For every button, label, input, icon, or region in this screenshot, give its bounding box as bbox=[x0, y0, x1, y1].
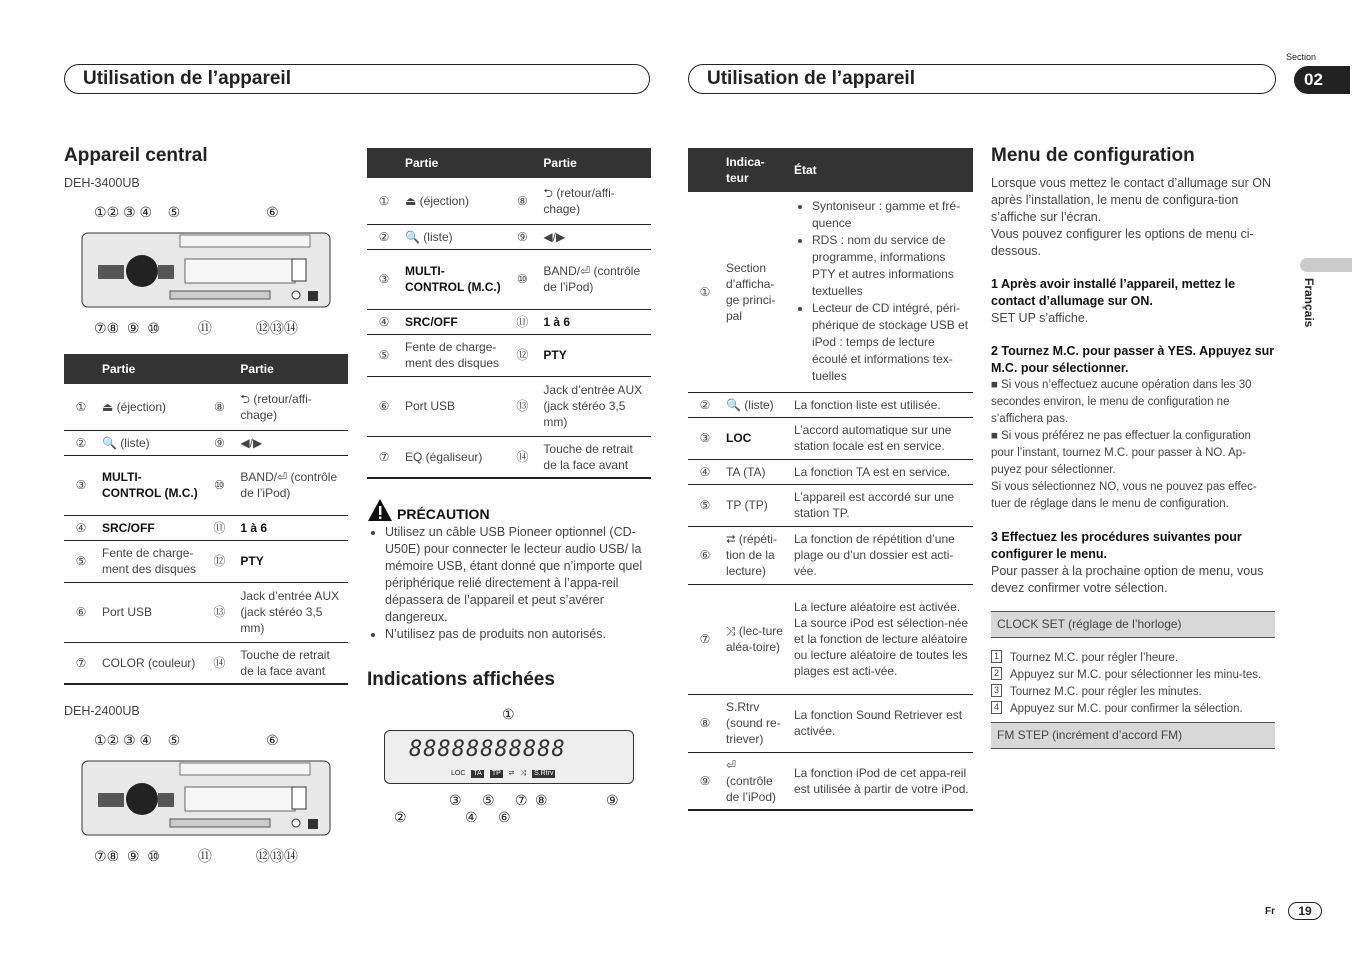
diagram1-callouts-bottom: ⑦⑧ ⑨ ⑩ ⑪ ⑫⑬⑭ bbox=[94, 320, 298, 336]
page-number: 19 bbox=[1288, 902, 1322, 920]
lcd-indicators: LOC TA TP ⮂ ⤨ S.Rtrv bbox=[451, 770, 554, 777]
central-title: Appareil central bbox=[64, 145, 208, 166]
left-header-title: Utilisation de l’appareil bbox=[83, 68, 291, 89]
parts-table-1: Partie Partie ① ⏏ (éjection) ⑧ ⮌ (retour/affi-chage) ② 🔍 (liste) ⑨ ◀/▶ ③ MULTI-CONTROL (M.C.) ⑩ BAND/⏎ (contrôle de l’iPod) ④ SRC/OFF ⑪ 1 à 6 ⑤ Fente de charge-ment des disques ⑫ PTY ⑥ Port USB ⑬ Jack d’entrée AUX (jack stéréo 3,5 mm) ⑦ COLOR (couleur) ⑭ Touche de retrait de la face avant bbox=[64, 354, 348, 685]
indications-title: Indications affichées bbox=[367, 669, 555, 690]
clock-set-bar: CLOCK SET (réglage de l’horloge) bbox=[991, 611, 1275, 638]
lcd-callout-3: ③ bbox=[449, 792, 462, 808]
diagram2-callouts-top: ①② ③ ④ ⑤ ⑥ bbox=[94, 732, 279, 748]
step-1: 1 Après avoir installé l’appareil, mettez le contact d’allumage sur ON. bbox=[991, 277, 1236, 308]
step-3: 3 Effectuez les procédures suivantes pour configurer le menu. bbox=[991, 530, 1242, 561]
step-2-note-1: ■ Si vous n’effectuez aucune opération dans les 30 secondes environ, le menu de configuration ne s’affichera pas. bbox=[991, 379, 1252, 425]
caution-item: • N’utilisez pas de produits non autorisés. bbox=[385, 626, 651, 643]
language-tab bbox=[1300, 258, 1352, 272]
lcd-callout-6: ⑥ bbox=[498, 809, 511, 825]
step-2-note-2: ■ Si vous préférez ne pas effectuer la configuration pour l’instant, tournez M.C. pour passer à NO. Ap-puyez pour sélectionner. bbox=[991, 430, 1251, 476]
radio-illustration-2 bbox=[80, 733, 340, 863]
fm-step-bar: FM STEP (incrément d’accord FM) bbox=[991, 722, 1275, 749]
diagram2-callouts-bottom: ⑦⑧ ⑨ ⑩ ⑪ ⑫⑬⑭ bbox=[94, 848, 298, 864]
lcd-callout-2: ② bbox=[394, 809, 407, 825]
language-label: Français bbox=[1302, 278, 1316, 328]
right-header bbox=[688, 64, 1276, 94]
diagram1-callouts-top: ①② ③ ④ ⑤ ⑥ bbox=[94, 204, 279, 220]
radio-diagram-2 bbox=[80, 733, 340, 863]
footer-lang: Fr bbox=[1265, 906, 1275, 917]
lcd-callout-7: ⑦ bbox=[515, 792, 528, 808]
model-1: DEH-3400UB bbox=[64, 176, 140, 190]
radio-illustration-1 bbox=[80, 205, 340, 335]
lcd-callout-4: ④ bbox=[465, 809, 478, 825]
radio-diagram-1 bbox=[80, 205, 340, 335]
step-3-note: Pour passer à la prochaine option de menu, vous devez confirmer votre sélection. bbox=[991, 564, 1264, 595]
caution-title: PRÉCAUTION bbox=[397, 506, 490, 522]
parts-table-2: Partie Partie ① ⏏ (éjection) ⑧ ⮌ (retour/affi-chage) ② 🔍 (liste) ⑨ ◀/▶ ③ MULTI-CONTROL (M.C.) ⑩ BAND/⏎ (contrôle de l’iPod) ④ SRC/OFF ⑪ 1 à 6 ⑤ Fente de charge-ment des disques ⑫ PTY ⑥ Port USB ⑬ Jack d’entrée AUX (jack stéréo 3,5 mm) ⑦ EQ (égaliseur) ⑭ Touche de retrait de la face avant bbox=[367, 148, 651, 479]
step-2-note-3: Si vous sélectionnez NO, vous ne pouvez pas effec-tuer de réglage dans le menu de configuration. bbox=[991, 481, 1257, 510]
config-title: Menu de configuration bbox=[991, 145, 1195, 166]
lcd-callout-1: ① bbox=[502, 706, 515, 722]
config-intro-1: Lorsque vous mettez le contact d’allumage sur ON après l’installation, le menu de configura-tion s’affiche sur l’écran. bbox=[991, 176, 1271, 224]
lcd-callout-5: ⑤ bbox=[482, 792, 495, 808]
step-2: 2 Tournez M.C. pour passer à YES. Appuyez sur M.C. pour sélectionner. bbox=[991, 344, 1275, 375]
caution-list bbox=[367, 524, 651, 643]
clock-steps: 1 Tournez M.C. pour régler l’heure. 2 Appuyez sur M.C. pour sélectionner les minu-tes. 3 Tournez M.C. pour régler les minutes. 4 Appuyez sur M.C. pour confirmer la sélection. bbox=[991, 650, 1275, 718]
indicator-table: Indica-teur État ① Section d’afficha-ge princi-pal • Syntoniseur : gamme et fré-quence • RDS : nom du service de programme, informations PTY et autres informations textuelles • Lecteur de CD intégré, péri-phérique de stockage USB et iPod : temps de lecture écoulé et informations tex-tuelles ② 🔍 (liste) La fonction liste est utilisée. ③ LOC L’accord automatique sur une station locale est en service. ④ TA (TA) La fonction TA est en service. ⑤ TP (TP) L’appareil est accordé sur une station TP. ⑥ ⮂ (répéti-tion de la lecture) La fonction de répétition d’une plage ou d’un dossier est acti-vée. ⑦ ⤨ (lec-ture aléa-toire) La lecture aléatoire est activée. La source iPod est sélection-née et la fonction de lecture aléatoire ou lecture aléatoire de toutes les plages est acti-vée. ⑧ S.Rtrv (sound re-triever) La fonction Sound Retriever est activée. ⑨ ⏎ (contrôle de l’iPod) La fonction iPod de cet appa-reil est utilisée à partir de votre iPod. bbox=[688, 148, 973, 811]
lcd-callout-8: ⑧ bbox=[535, 792, 548, 808]
section-number: 02 bbox=[1294, 66, 1350, 94]
caution-item: • Utilisez un câble USB Pioneer optionnel (CD-U50E) pour connecter le lecteur audio USB/ la mémoire USB, étant donné que n’importe quel périphérique relié directement à l’appa-reil dépassera de l’appareil et peut s’avérer dangereux. bbox=[385, 524, 651, 626]
step-1-note: SET UP s’affiche. bbox=[991, 311, 1089, 325]
lcd-display bbox=[384, 730, 634, 784]
warning-icon bbox=[367, 498, 393, 522]
lcd-segments: 88888888888 bbox=[409, 737, 566, 762]
config-body bbox=[991, 175, 1275, 749]
config-intro-2: Vous pouvez configurer les options de menu ci-dessous. bbox=[991, 227, 1254, 258]
caution-box bbox=[367, 498, 651, 643]
lcd-callout-9: ⑨ bbox=[606, 792, 619, 808]
left-header bbox=[64, 64, 650, 94]
section-label: Section bbox=[1286, 52, 1317, 62]
right-header-title: Utilisation de l’appareil bbox=[707, 68, 915, 89]
model-2: DEH-2400UB bbox=[64, 704, 140, 718]
